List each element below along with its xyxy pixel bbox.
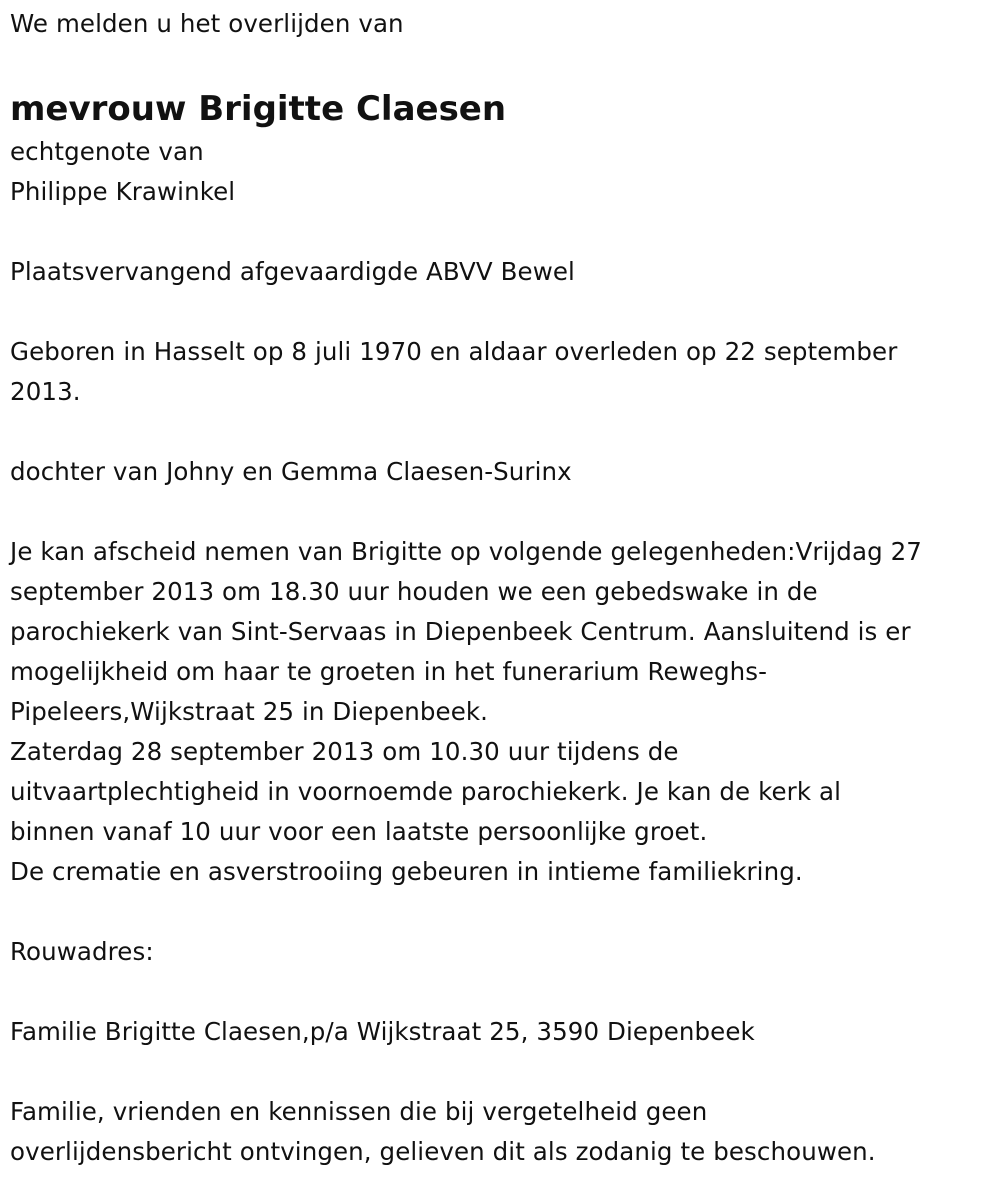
address-text: Familie Brigitte Claesen,p/a Wijkstraat 25, 3590 Diepenbeek (10, 1017, 755, 1046)
paragraph-line: Geboren in Hasselt op 8 juli 1970 en aldaar overleden op 22 september (10, 337, 898, 366)
spacer (10, 492, 995, 532)
paragraph-line: overlijdensbericht ontvingen, gelieven dit als zodanig te beschouwen. (10, 1137, 876, 1166)
spacer (10, 212, 995, 252)
paragraph-line: Pipeleers,Wijkstraat 25 in Diepenbeek. (10, 697, 489, 726)
address-label: Rouwadres: (10, 937, 154, 966)
paragraph-line: Familie, vrienden en kennissen die bij vergetelheid geen (10, 1097, 708, 1126)
closing-paragraph (10, 1092, 995, 1172)
parents-text: dochter van Johny en Gemma Claesen-Surinx (10, 457, 572, 486)
paragraph-line: parochiekerk van Sint-Servaas in Diepenbeek Centrum. Aansluitend is er (10, 617, 911, 646)
paragraph-line: september 2013 om 18.30 uur houden we een gebedswake in de (10, 577, 818, 606)
spacer (10, 292, 995, 332)
paragraph-line: binnen vanaf 10 uur voor een laatste persoonlijke groet. (10, 817, 708, 846)
paragraph-line: 2013. (10, 377, 81, 406)
spacer (10, 44, 995, 84)
spacer (10, 412, 995, 452)
paragraph-line: mogelijkheid om haar te groeten in het funerarium Reweghs- (10, 657, 768, 686)
paragraph-line: Je kan afscheid nemen van Brigitte op volgende gelegenheden:Vrijdag 27 (10, 537, 922, 566)
spacer (10, 892, 995, 932)
deceased-name: mevrouw Brigitte Claesen (10, 89, 507, 129)
paragraph-line: uitvaartplechtigheid in voornoemde parochiekerk. Je kan de kerk al (10, 777, 842, 806)
spacer (10, 972, 995, 1012)
spacer (10, 1052, 995, 1092)
function-text: Plaatsvervangend afgevaardigde ABVV Bewel (10, 257, 575, 286)
paragraph-line: De crematie en asverstrooiing gebeuren in intieme familiekring. (10, 857, 803, 886)
farewell-paragraph (10, 532, 995, 892)
death-notice (10, 4, 995, 1172)
spouse-label: echtgenote van (10, 137, 204, 166)
paragraph-line: Zaterdag 28 september 2013 om 10.30 uur tijdens de (10, 737, 679, 766)
birth-death-paragraph (10, 332, 995, 412)
intro-text: We melden u het overlijden van (10, 9, 404, 38)
spouse-name: Philippe Krawinkel (10, 177, 236, 206)
